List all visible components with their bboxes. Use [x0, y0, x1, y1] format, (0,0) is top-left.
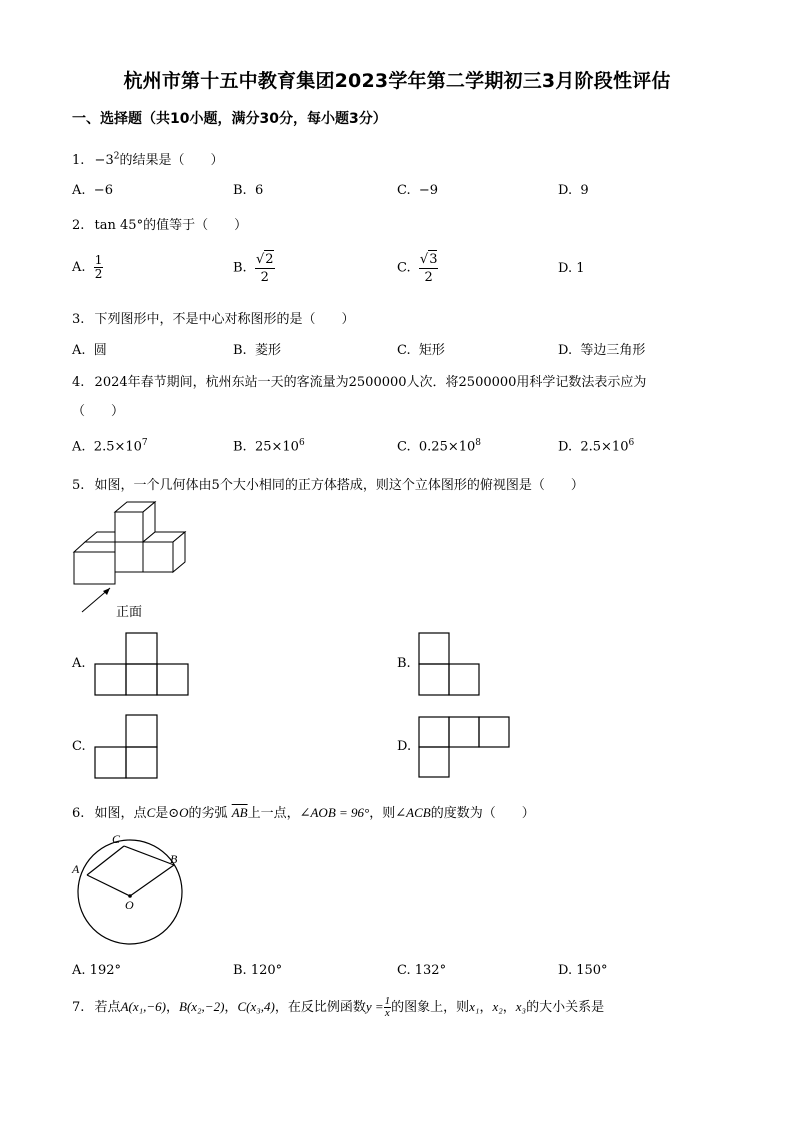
q5-option-a-label[interactable]: A. — [72, 656, 86, 671]
fraction — [94, 254, 104, 281]
question-text: 的结果是（ ） — [119, 153, 224, 168]
option-value: 6 — [254, 183, 264, 198]
question-5 — [72, 474, 584, 493]
front-label: 正面 — [116, 605, 143, 620]
q3-option-c[interactable] — [397, 339, 445, 358]
q6-option-b[interactable] — [233, 963, 282, 978]
segment-oa — [87, 875, 130, 896]
q4-option-c[interactable] — [397, 438, 481, 454]
arc-symbol: $\overline{AB}$ — [231, 805, 248, 820]
q5-option-a-figure[interactable] — [94, 632, 192, 696]
option-value: 25×10 — [254, 439, 299, 455]
option-label: B. — [233, 343, 247, 358]
option-label: D. — [558, 261, 573, 276]
var-x1: x₁ — [469, 999, 480, 1014]
question-4-bracket: （ ） — [72, 404, 125, 419]
segment-ac — [87, 846, 124, 875]
question-text: 上一点， — [247, 806, 300, 821]
label-o: O — [125, 898, 134, 912]
denominator: x — [384, 1007, 390, 1019]
option-label: D. — [558, 343, 573, 358]
option-value: 矩形 — [418, 343, 445, 358]
option-label: C. — [397, 260, 411, 276]
radicand: 3 — [429, 252, 438, 267]
option-label: D. — [558, 183, 573, 198]
option-value: 9 — [580, 183, 589, 198]
question-number: 2. — [72, 218, 85, 233]
option-value: 192° — [89, 963, 121, 978]
question-text: 的大小关系是 — [526, 1000, 605, 1015]
option-label: D. — [558, 439, 573, 455]
fraction — [255, 250, 275, 286]
function-y: y = — [365, 999, 384, 1014]
option-value: 150° — [576, 963, 608, 978]
circle-symbol: ⊙O — [168, 805, 189, 820]
question-7: 7. 若点A(x₁,−6)，B(x₂,−2)，C(x₃,4)，在反比例函数y = $\frac{1}{x}$ 的图象上，则x₁，x₂，x₃的大小关系是 — [72, 995, 605, 1019]
question-text: 是 — [155, 806, 169, 821]
option-value: −9 — [418, 183, 439, 198]
q5-option-c-label[interactable]: C. — [72, 739, 86, 754]
label-b: B — [170, 852, 178, 866]
label-a: A — [72, 862, 80, 876]
q4-option-d[interactable] — [558, 438, 634, 454]
q3-option-a[interactable] — [72, 339, 107, 358]
function-fraction — [384, 996, 392, 1019]
option-label: D. — [558, 963, 573, 978]
option-value: −6 — [93, 183, 113, 198]
q1-option-b[interactable] — [233, 183, 263, 198]
option-value: 圆 — [93, 343, 107, 358]
question-text: 下列图形中，不是中心对称图形的是（ ） — [94, 312, 355, 327]
option-value: 120° — [250, 963, 283, 978]
option-label: A. — [72, 260, 86, 275]
q2-option-b[interactable] — [233, 250, 275, 286]
q3-option-b[interactable] — [233, 339, 281, 358]
option-value: 菱形 — [254, 343, 281, 358]
var-x2: x₂ — [492, 999, 503, 1014]
q6-option-a[interactable] — [72, 963, 121, 978]
q1-option-d[interactable] — [558, 183, 589, 198]
question-text: 的度数为（ ） — [430, 806, 535, 821]
q1-option-a[interactable] — [72, 183, 113, 198]
q2-option-a[interactable] — [72, 254, 103, 281]
numerator: 1 — [384, 995, 391, 1007]
circle-figure — [70, 832, 190, 952]
question-6 — [72, 802, 535, 821]
option-value: 0.25×10 — [418, 439, 476, 455]
option-label: C. — [397, 439, 411, 455]
question-text: 的图象上，则 — [391, 1000, 470, 1015]
option-value: 2.5×10 — [93, 439, 142, 455]
question-number: 1. — [72, 153, 85, 168]
numerator: √3 — [419, 252, 438, 267]
q5-option-c-figure[interactable] — [94, 714, 160, 780]
option-label: A. — [72, 343, 86, 358]
option-exponent: 6 — [628, 438, 635, 448]
question-text: 的劣弧 — [188, 806, 228, 821]
option-value: 1 — [576, 261, 585, 276]
label-c: C — [112, 832, 121, 846]
option-value: 132° — [414, 963, 447, 978]
option-exponent: 7 — [141, 438, 148, 448]
question-text: 如图，点 — [94, 806, 147, 821]
option-label: A. — [72, 439, 86, 455]
numerator: √2 — [255, 252, 274, 267]
var-x3: x₃ — [515, 999, 527, 1014]
expression-exponent: 2 — [113, 151, 120, 162]
point-b: B(x₂,−2) — [179, 999, 225, 1014]
angle-name: ACB — [406, 805, 431, 820]
question-number: 5. — [72, 478, 85, 493]
denominator: 2 — [424, 270, 433, 285]
question-text: ，则∠ — [369, 806, 407, 821]
section-heading: 一、选择题（共10小题，满分30分，每小题3分） — [72, 111, 387, 127]
point-a: A(x₁,−6) — [120, 999, 166, 1014]
radicand: 2 — [265, 252, 274, 267]
option-label: C. — [397, 183, 411, 198]
option-exponent: 8 — [475, 438, 482, 448]
question-number: 6. — [72, 806, 85, 821]
denominator: 2 — [94, 267, 103, 281]
q4-option-a[interactable] — [72, 438, 148, 454]
q6-option-c[interactable] — [397, 963, 446, 978]
option-label: A. — [72, 183, 86, 198]
q1-option-c[interactable] — [397, 183, 438, 198]
option-label: C. — [397, 963, 411, 978]
q3-option-d[interactable] — [558, 339, 645, 358]
question-text: 2024年春节期间，杭州东站一天的客流量为2500000人次．将2500000用科学记数法表示应为 — [94, 375, 647, 390]
question-3 — [72, 308, 355, 327]
question-text: 如图，一个几何体由5个大小相同的正方体搭成，则这个立体图形的俯视图是（ ） — [94, 478, 584, 493]
q2-option-c[interactable] — [397, 250, 438, 286]
option-label: B. — [233, 963, 247, 978]
option-label: B. — [233, 183, 247, 198]
question-4 — [72, 371, 646, 390]
question-2 — [72, 214, 247, 233]
q5-option-d-figure[interactable] — [418, 716, 512, 778]
segment-ob — [130, 865, 174, 896]
page-title: 杭州市第十五中教育集团2023学年第二学期初三3月阶段性评估 — [123, 70, 671, 92]
arrow-head — [103, 588, 110, 595]
question-text: 若点 — [94, 1000, 121, 1015]
option-label: B. — [233, 260, 247, 276]
question-number: 3. — [72, 312, 85, 327]
fraction — [419, 250, 439, 286]
question-number: 7. — [72, 1000, 85, 1015]
question-text: tan 45°的值等于（ ） — [94, 218, 248, 233]
q6-option-d[interactable] — [558, 963, 608, 978]
option-exponent: 6 — [298, 438, 305, 448]
point-c: C(x₃,4) — [237, 999, 275, 1014]
point-label: C — [146, 805, 156, 820]
question-text: ，在反比例函数 — [274, 1000, 366, 1015]
q4-option-b[interactable] — [233, 438, 305, 454]
expression-base: −3 — [94, 153, 114, 168]
option-value: 2.5×10 — [580, 439, 629, 455]
angle-value: ∠AOB = 96° — [299, 805, 370, 820]
question-1 — [72, 149, 223, 168]
question-number: 4. — [72, 375, 85, 390]
option-label: B. — [233, 439, 247, 455]
denominator: 2 — [260, 270, 269, 285]
numerator: 1 — [94, 253, 103, 267]
option-label: C. — [397, 343, 411, 358]
q5-option-d-label[interactable]: D. — [397, 739, 412, 754]
option-label: A. — [72, 963, 86, 978]
option-value: 等边三角形 — [580, 343, 646, 358]
q5-option-b-figure[interactable] — [418, 632, 482, 696]
q5-option-b-label[interactable]: B. — [397, 656, 411, 671]
circle-o — [78, 840, 182, 944]
q2-option-d[interactable] — [558, 261, 585, 276]
